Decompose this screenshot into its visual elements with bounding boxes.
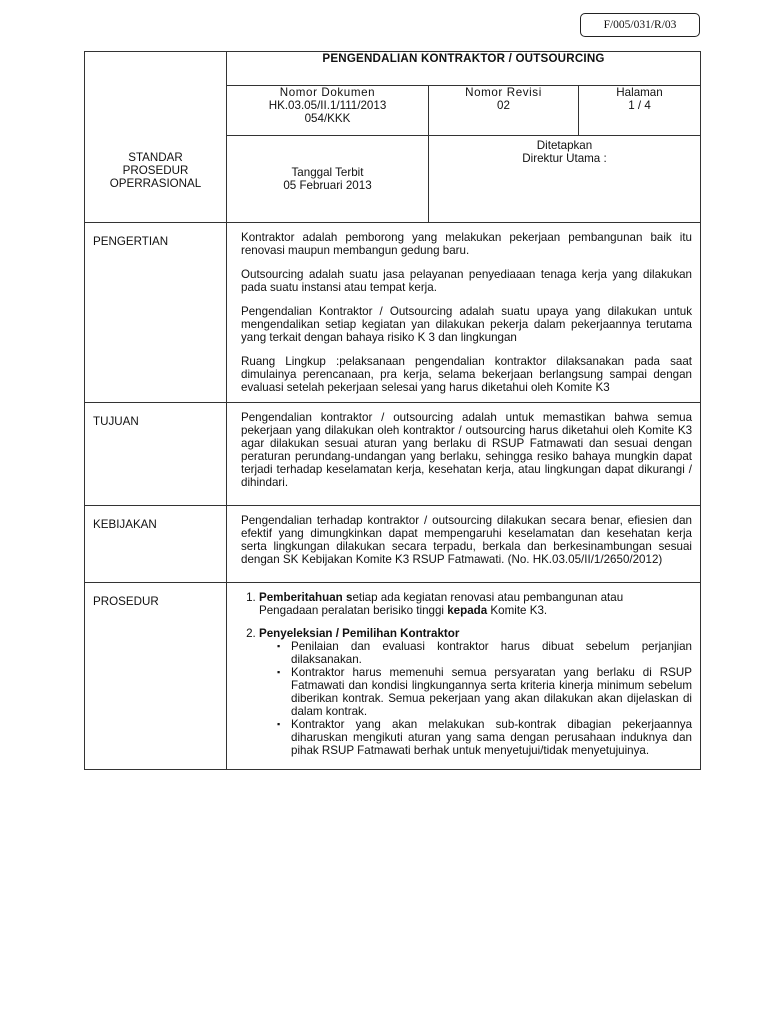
- prosedur-item-2: [259, 627, 692, 757]
- prosedur-row: [85, 583, 701, 770]
- doc-number-cell: Nomor Dokumen HK.03.05/II.1/111/2013 054/KKK: [227, 86, 429, 136]
- pengertian-content: [227, 223, 701, 403]
- pengertian-p2: Outsourcing adalah suatu jasa pelayanan penyediaaan tenaga kerja yang dilakukan pada suatu instansi atau tempat kerja.: [241, 268, 693, 294]
- document-title: PENGENDALIAN KONTRAKTOR / OUTSOURCING: [227, 52, 701, 86]
- prosedur-label: PROSEDUR: [85, 583, 227, 770]
- tujuan-content: [227, 403, 701, 506]
- prosedur-item-2-title: Penyeleksian / Pemilihan Kontraktor: [259, 627, 460, 640]
- list-item: ▪ Kontraktor yang akan melakukan sub-kontrak dibagian pekerjaannya diharuskan mengikuti aturan yang sama dengan perusahaan induknya dan pihak RSUP Fatmawati berhak untuk menyetujui/tidak menyetujuinya.: [277, 718, 692, 757]
- prosedur-item-1: 1. Pemberitahuan setiap ada kegiatan renovasi atau pembangunan atau Pengadaan peralatan berisiko tinggi kepada Komite K3.: [259, 591, 692, 617]
- revision-cell: Nomor Revisi 02: [429, 86, 579, 136]
- tujuan-p1: Pengendalian kontraktor / outsourcing adalah untuk memastikan bahwa semua pekerjaan yang dilakukan oleh kontraktor / outsourcing harus diketahui oleh Komite K3 agar dilakukan sesuai aturan yang berlaku di RSUP Fatmawati dan sesuai dengan peraturan perundang-undangan yang berlaku, sehingga resiko bahaya mungkin dapat terjadi terhadap keselamatan kerja, kesehatan kerja, atau lingkungan dapat dikurangi / dihindari.: [241, 411, 693, 489]
- pengertian-p3: Pengendalian Kontraktor / Outsourcing adalah suatu upaya yang dilakukan untuk mengendalikan setiap kegiatan yan dilakukan pekerja dalam pekerjaannya terutama yang terkait dengan bahaya risiko K 3 dan lingkungan: [241, 305, 693, 344]
- kebijakan-label: KEBIJAKAN: [85, 506, 227, 583]
- form-code: F/005/031/R/03: [580, 13, 700, 37]
- prosedur-list: [241, 591, 692, 757]
- list-item: ▪ Kontraktor harus memenuhi semua persyaratan yang berlaku di RSUP Fatmawati dan kondisi lingkungannya serta kriteria kinerja minimum sebelum diberikan kontrak. Semua pekerjaan yang akan dilakukan akan dijelaskan di dalam kontrak.: [277, 666, 692, 718]
- list-item: ▪ Penilaian dan evaluasi kontraktor harus dibuat sebelum perjanjian dilaksanakan.: [277, 640, 692, 666]
- tujuan-label: TUJUAN: [85, 403, 227, 506]
- logo-cell: [85, 52, 227, 223]
- kebijakan-row: [85, 506, 701, 583]
- prosedur-content: [227, 583, 701, 770]
- pengertian-p4: Ruang Lingkup :pelaksanaan pengendalian kontraktor dilaksanakan pada saat dimulainya perencanaan, pra kerja, selama bekerjaan berlangsung sampai dengan evaluasi setelah pekerjaan selesai yang harus diketahui oleh Komite K3: [241, 355, 693, 394]
- kebijakan-content: [227, 506, 701, 583]
- title-row: [85, 52, 701, 86]
- pengertian-row: [85, 223, 701, 403]
- prosedur-item-2-bullets: [259, 640, 692, 757]
- approval-cell: Ditetapkan Direktur Utama :: [429, 136, 701, 223]
- pengertian-p1: Kontraktor adalah pemborong yang melakukan pekerjaan pembangunan baik itu renovasi maupun membangun gedung baru.: [241, 231, 693, 257]
- issue-date-cell: Tanggal Terbit 05 Februari 2013: [227, 136, 429, 223]
- kebijakan-p1: Pengendalian terhadap kontraktor / outsourcing dilakukan secara benar, efiesien dan efektif yang dimungkinkan dapat mempengaruhi keselamatan dan kesehatan kerja serta lingkungan dilakukan secara terpadu, berkala dan berkesinambungan sesuai dengan SK Kebijakan Komite K3 RSUP Fatmawati. (No. HK.03.05/II/1/2650/2012): [241, 514, 693, 566]
- tujuan-row: [85, 403, 701, 506]
- pengertian-label: PENGERTIAN: [85, 223, 227, 403]
- sop-document-table: [84, 51, 701, 770]
- sop-label: STANDAR PROSEDUR OPERRASIONAL: [109, 151, 202, 190]
- page-cell: Halaman 1 / 4: [579, 86, 701, 136]
